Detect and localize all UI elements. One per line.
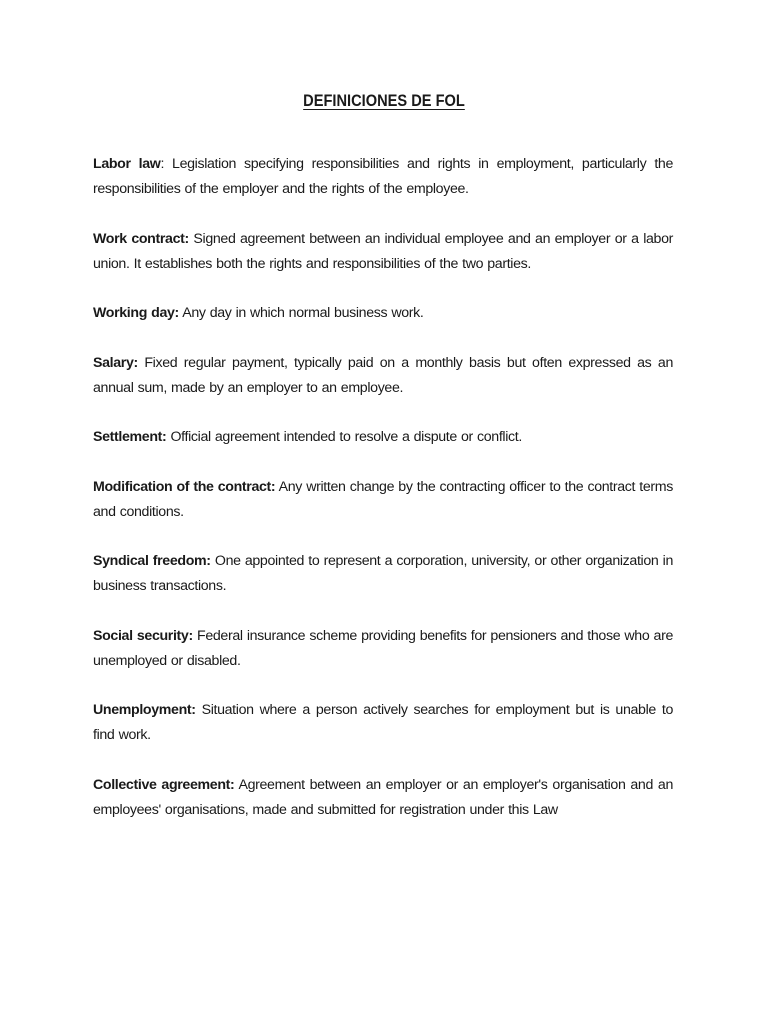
definition-text: Agreement between an employer or an employer's organisation and an employees' organisations, made and submitted for registration under this Law <box>93 776 673 818</box>
definition-text: Legislation specifying responsibilities and rights in employment, particularly the responsibilities of the employer and the rights of the employee. <box>93 156 673 197</box>
definition-term: Salary: <box>93 354 138 371</box>
definition-collective-agreement <box>93 773 673 823</box>
definition-text: Official agreement intended to resolve a dispute or conflict. <box>166 429 522 445</box>
definition-term: Labor law <box>93 156 161 172</box>
definition-syndical-freedom <box>93 549 673 599</box>
definition-unemployment <box>93 698 673 748</box>
definition-settlement <box>93 425 673 450</box>
definition-term: Settlement: <box>93 429 167 445</box>
definition-modification-of-contract <box>93 475 673 525</box>
definition-social-security <box>93 624 673 674</box>
definition-text: Situation where a person actively searches for employment but is unable to find work. <box>93 702 673 743</box>
definitions-list <box>93 152 673 847</box>
definition-term: Modification of the contract: <box>93 478 276 495</box>
definition-text: One appointed to represent a corporation, university, or other organization in business transactions. <box>93 553 673 594</box>
definition-term: Unemployment: <box>93 702 196 718</box>
definition-separator: : <box>160 156 165 172</box>
definition-term: Syndical freedom: <box>93 553 211 569</box>
definition-term: Collective agreement: <box>93 776 235 793</box>
page-title: DEFINICIONES DE FOL <box>303 91 465 110</box>
definition-term: Work contract: <box>93 230 189 247</box>
definition-work-contract <box>93 227 673 277</box>
definition-working-day <box>93 301 673 326</box>
definition-text: Signed agreement between an individual employee and an employer or a labor union. It establishes both the rights and responsibilities of the two parties. <box>93 230 673 272</box>
definition-labor-law <box>93 152 673 202</box>
definition-term: Social security: <box>93 627 193 644</box>
definition-text: Any written change by the contracting officer to the contract terms and conditions. <box>93 478 673 520</box>
definition-text: Fixed regular payment, typically paid on a monthly basis but often expressed as an annual sum, made by an employer to an employee. <box>93 354 673 396</box>
definition-text: Federal insurance scheme providing benefits for pensioners and those who are unemployed or disabled. <box>93 627 673 669</box>
definition-salary <box>93 351 673 401</box>
definition-term: Working day: <box>93 305 179 321</box>
definition-text: Any day in which normal business work. <box>178 305 424 321</box>
